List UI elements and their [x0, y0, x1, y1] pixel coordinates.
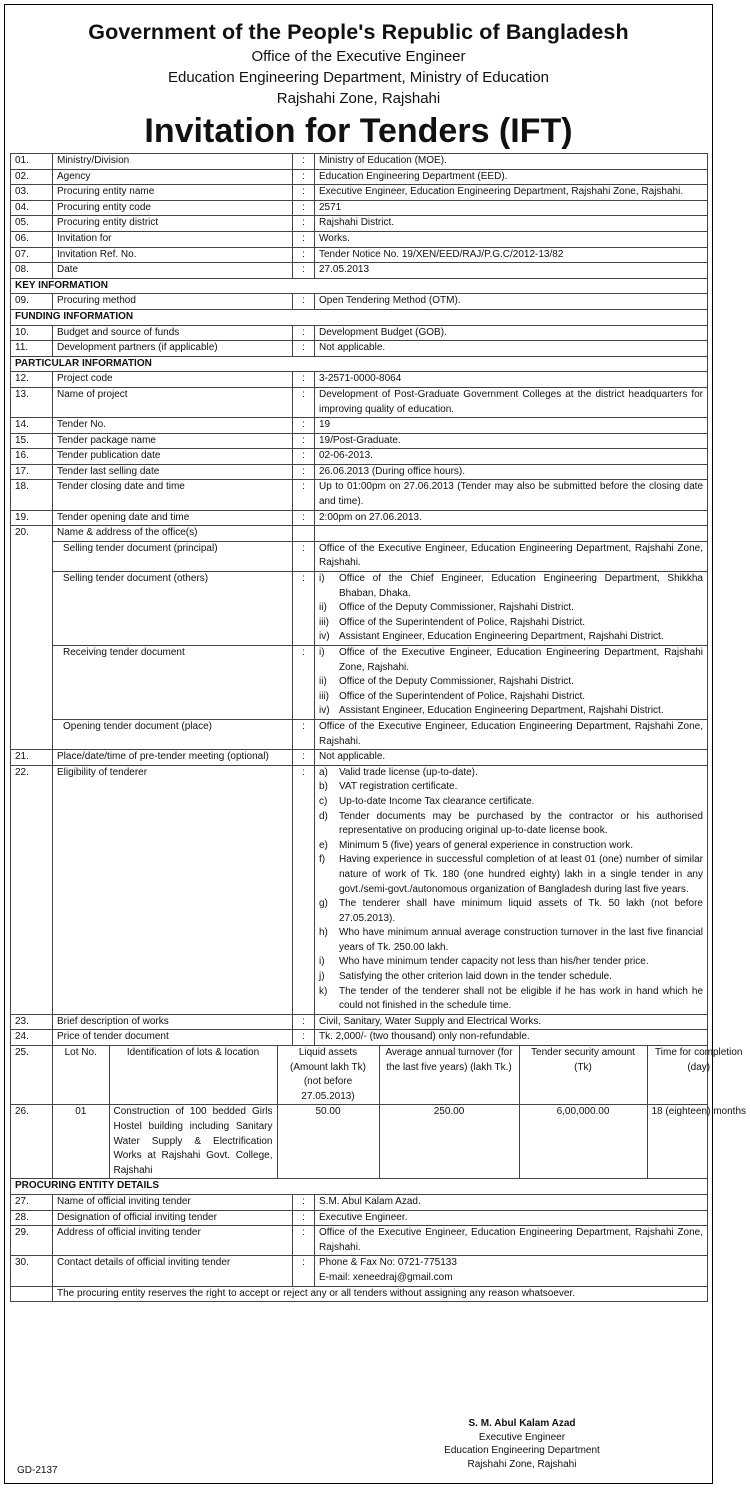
list-item-text: Office of the Superintendent of Police, Rajshahi District.	[339, 616, 586, 628]
list-item-key: i)	[319, 573, 325, 585]
list-item-key: h)	[319, 927, 328, 939]
row-value: 02-06-2013.	[315, 449, 708, 465]
list-item	[319, 795, 703, 810]
row-number: 01.	[11, 154, 53, 170]
row-value: 19/Post-Graduate.	[315, 433, 708, 449]
list-item	[319, 853, 703, 897]
list-item-text: The tender of the tenderer shall not be eligible if he has work in hand which he could not finished in the schedule time.	[339, 985, 703, 1012]
table-row	[11, 541, 708, 571]
lots-tr	[53, 1046, 750, 1104]
list-item	[319, 839, 703, 854]
list-item-text: Assistant Engineer, Education Engineering Department, Rajshahi District.	[339, 631, 664, 643]
table-row	[11, 464, 708, 480]
table-row	[11, 433, 708, 449]
row-colon: :	[293, 1226, 315, 1256]
list-item-text: Office of the Executive Engineer, Education Engineering Department, Rajshahi Zone, Rajshahi.	[339, 647, 703, 673]
table-row	[11, 1194, 708, 1210]
column-header: Identification of lots & location	[109, 1046, 277, 1104]
section-row	[11, 278, 708, 294]
row-value: Tk. 2,000/- (two thousand) only non-refundable.	[315, 1030, 708, 1046]
lots-header	[53, 1046, 750, 1104]
list-item-key: f)	[319, 854, 326, 866]
list-item	[319, 810, 703, 839]
list-item	[319, 704, 703, 719]
signature-block	[412, 1417, 632, 1471]
list-item-text: Satisfying the other criterion laid down in the tender schedule.	[339, 971, 612, 983]
list-item-text: Minimum 5 (five) years of general experience in construction work.	[339, 839, 634, 851]
row-label: Opening tender document (place)	[53, 719, 293, 749]
table-row	[11, 719, 708, 749]
list-item-key: c)	[319, 795, 328, 807]
row-value: S.M. Abul Kalam Azad.	[315, 1194, 708, 1210]
table-row	[11, 750, 708, 766]
row-colon: :	[293, 1014, 315, 1030]
row-number: 27.	[11, 1194, 53, 1210]
row-label: Receiving tender document	[53, 646, 293, 720]
row-number: 24.	[11, 1030, 53, 1046]
table-row	[11, 480, 708, 510]
row-colon: :	[293, 200, 315, 216]
row-value: Office of the Executive Engineer, Education Engineering Department, Rajshahi Zone, Rajshahi.	[315, 719, 708, 749]
table-row	[11, 200, 708, 216]
column-header: Time for completion (day)	[647, 1046, 750, 1104]
column-header: Lot No.	[64, 1047, 97, 1059]
list-item-key: b)	[319, 781, 328, 793]
list-item-text: Office of the Deputy Commissioner, Rajshahi District.	[339, 676, 574, 688]
list-item-key: iii)	[319, 616, 329, 628]
row-label: Selling tender document (principal)	[53, 541, 293, 571]
row-colon: :	[293, 216, 315, 232]
table-row	[11, 325, 708, 341]
row-value: 2:00pm on 27.06.2013.	[315, 510, 708, 526]
row-colon: :	[293, 719, 315, 749]
row-label: Contact details of official inviting tender	[53, 1256, 293, 1286]
table-row	[11, 1256, 708, 1286]
row-colon: :	[293, 765, 315, 1014]
row-number: 04.	[11, 200, 53, 216]
email: E-mail: xeneedraj@gmail.com	[319, 1271, 453, 1283]
table-cell: 50.00	[277, 1105, 379, 1178]
row-number: 17.	[11, 464, 53, 480]
table-row	[11, 231, 708, 247]
page-title: Invitation for Tenders (IFT)	[144, 112, 573, 150]
row-label: Tender last selling date	[53, 464, 293, 480]
row-label: Ministry/Division	[53, 154, 293, 170]
list-item-key: j)	[319, 971, 325, 983]
row-value	[315, 646, 708, 720]
table-row	[11, 1210, 708, 1226]
row-number: 28.	[11, 1210, 53, 1226]
row-label: Name of official inviting tender	[53, 1194, 293, 1210]
row-colon: :	[293, 325, 315, 341]
row-label: Agency	[53, 169, 293, 185]
government-title: Government of the People's Republic of Bangladesh	[88, 20, 629, 44]
table-row	[11, 169, 708, 185]
reservation-note: The procuring entity reserves the right to accept or reject any or all tenders without assigning any reason whatsoever.	[53, 1286, 708, 1302]
list-item-text: VAT registration certificate.	[339, 781, 458, 793]
row-value	[315, 765, 708, 1014]
office-line: Office of the Executive Engineer	[251, 48, 466, 65]
row-colon: :	[293, 263, 315, 279]
list-item	[319, 630, 703, 645]
row-label: Brief description of works	[53, 1014, 293, 1030]
table-row	[11, 646, 708, 720]
row-number	[11, 1286, 53, 1302]
table-row	[11, 1030, 708, 1046]
list-item-key: k)	[319, 985, 328, 997]
ift-table	[10, 153, 747, 1302]
row-value: Office of the Executive Engineer, Education Engineering Department, Rajshahi Zone, Rajshahi.	[315, 1226, 708, 1256]
row-label: Procuring entity district	[53, 216, 293, 232]
tender-notice	[4, 4, 747, 1484]
row-colon: :	[293, 480, 315, 510]
row-number: 03.	[11, 185, 53, 201]
row-label: Designation of official inviting tender	[53, 1210, 293, 1226]
row-value: Executive Engineer.	[315, 1210, 708, 1226]
section-heading: PARTICULAR INFORMATION	[11, 356, 708, 372]
row-number: 09.	[11, 294, 53, 310]
table-row	[11, 765, 708, 1014]
row-value: Civil, Sanitary, Water Supply and Electrical Works.	[315, 1014, 708, 1030]
row-value: Works.	[315, 231, 708, 247]
row-label: Tender closing date and time	[53, 480, 293, 510]
table-row	[11, 247, 708, 263]
row-value: 26.06.2013 (During office hours).	[315, 464, 708, 480]
row-value: 2571	[315, 200, 708, 216]
row-number: 07.	[11, 247, 53, 263]
list-item	[319, 766, 703, 781]
lots-cell	[53, 1046, 743, 1105]
row-number: 14.	[11, 418, 53, 434]
table-row	[11, 1014, 708, 1030]
row-number: 15.	[11, 433, 53, 449]
list-item-key: a)	[319, 766, 328, 778]
row-value: Ministry of Education (MOE).	[315, 154, 708, 170]
row-label: Budget and source of funds	[53, 325, 293, 341]
row-number: 25.	[11, 1046, 53, 1105]
row-colon: :	[293, 1030, 315, 1046]
department-line: Education Engineering Department, Ministry of Education	[167, 69, 550, 86]
lots-row	[53, 1105, 750, 1178]
list-item-text: Office of the Chief Engineer, Education Engineering Department, Shikkha Bhaban, Dhaka.	[339, 573, 703, 599]
row-number: 21.	[11, 750, 53, 766]
row-value: 27.05.2013	[315, 263, 708, 279]
list-item	[319, 646, 703, 675]
row-number: 16.	[11, 449, 53, 465]
list-item	[319, 955, 703, 970]
table-row	[11, 294, 708, 310]
column-header: Tender security amount (Tk)	[519, 1046, 647, 1104]
row-number	[11, 719, 53, 749]
table-cell: 250.00	[379, 1105, 519, 1178]
row-label: Date	[53, 263, 293, 279]
row-value: Development Budget (GOB).	[315, 325, 708, 341]
list-item	[319, 780, 703, 795]
row-number	[11, 541, 53, 571]
row-colon: :	[293, 247, 315, 263]
row-colon: :	[293, 433, 315, 449]
row-number: 23.	[11, 1014, 53, 1030]
row-value: Up to 01:00pm on 27.06.2013 (Tender may also be submitted before the closing date and time).	[315, 480, 708, 510]
row-value: Education Engineering Department (EED).	[315, 169, 708, 185]
table-row	[11, 1226, 708, 1256]
row-label: Tender opening date and time	[53, 510, 293, 526]
row-number: 22.	[11, 765, 53, 1014]
lots-cell	[53, 1105, 747, 1179]
section-heading: FUNDING INFORMATION	[11, 309, 708, 325]
list-item	[319, 970, 703, 985]
gd-number: GD-2137	[17, 1465, 58, 1476]
row-colon: :	[293, 1194, 315, 1210]
row-value: Rajshahi District.	[315, 216, 708, 232]
row-label: Price of tender document	[53, 1030, 293, 1046]
row-number: 13.	[11, 387, 53, 417]
row-number: 20.	[11, 526, 53, 542]
list-item-text: Office of the Superintendent of Police, Rajshahi District.	[339, 690, 586, 702]
row-number: 10.	[11, 325, 53, 341]
table-row	[11, 510, 708, 526]
signatory-zone: Rajshahi Zone, Rajshahi	[467, 1458, 577, 1470]
row-value: Office of the Executive Engineer, Education Engineering Department, Rajshahi Zone, Rajshahi.	[315, 541, 708, 571]
list-item-text: Tender documents may be purchased by the contractor or his authorised representative on producing original up-to-date license book.	[339, 810, 703, 837]
table-cell: 18 (eighteen) months	[647, 1105, 750, 1178]
row-value: Development of Post-Graduate Government Colleges at the district headquarters for improving quality of education.	[315, 387, 708, 417]
zone-line: Rajshahi Zone, Rajshahi	[276, 90, 441, 107]
list-item	[319, 675, 703, 690]
row-label: Invitation for	[53, 231, 293, 247]
row-colon: :	[293, 572, 315, 646]
row-label: Procuring method	[53, 294, 293, 310]
row-number: 19.	[11, 510, 53, 526]
row-label: Place/date/time of pre-tender meeting (optional)	[53, 750, 293, 766]
table-row	[11, 572, 708, 646]
row-colon: :	[293, 1256, 315, 1286]
list-item-key: i)	[319, 647, 325, 658]
list-item-text: Up-to-date Income Tax clearance certificate.	[339, 795, 535, 807]
list-item-key: g)	[319, 898, 328, 910]
table-row	[11, 185, 708, 201]
list-item-key: d)	[319, 810, 328, 822]
table-row	[11, 1046, 708, 1105]
table-cell: 6,00,000.00	[519, 1105, 647, 1178]
row-value: Open Tendering Method (OTM).	[315, 294, 708, 310]
row-colon: :	[293, 646, 315, 720]
row-label: Invitation Ref. No.	[53, 247, 293, 263]
list-item-text: Assistant Engineer, Education Engineering Department, Rajshahi District.	[339, 705, 664, 717]
lots-tr	[53, 1105, 750, 1178]
signatory-designation: Executive Engineer	[478, 1431, 566, 1443]
row-label: Procuring entity name	[53, 185, 293, 201]
row-number: 05.	[11, 216, 53, 232]
table-cell: Construction of 100 bedded Girls Hostel building including Sanitary Water Supply & Electrification Works at Rajshahi Govt. College, Rajshahi	[109, 1105, 277, 1178]
list-item-key: iv)	[319, 631, 330, 643]
row-colon: :	[293, 750, 315, 766]
row-number: 11.	[11, 341, 53, 357]
list-item-text: Valid trade license (up-to-date).	[339, 766, 478, 778]
row-colon: :	[293, 341, 315, 357]
list-item-key: ii)	[319, 676, 327, 688]
table-row	[11, 418, 708, 434]
notice-header	[5, 5, 712, 153]
table-row	[11, 263, 708, 279]
table-cell: 01	[75, 1106, 87, 1118]
row-label: Project code	[53, 372, 293, 388]
row-colon: :	[293, 1210, 315, 1226]
row-number: 26.	[11, 1105, 53, 1179]
item-list	[319, 766, 703, 1014]
row-value: Not applicable.	[315, 750, 708, 766]
list-item-key: ii)	[319, 602, 327, 614]
row-colon: :	[293, 510, 315, 526]
signatory-name: S. M. Abul Kalam Azad	[468, 1418, 576, 1429]
section-row	[11, 1179, 708, 1195]
row-number: 02.	[11, 169, 53, 185]
list-item-text: Having experience in successful completion of at least 01 (one) number of similar nature of work of Tk. 180 (one hundred eighty) lakh in a single tender in any govt./semi-govt./autonomous organization of Bangladesh during last five years.	[339, 854, 703, 895]
list-item	[319, 616, 703, 631]
column-header: Average annual turnover (for the last five years) (lakh Tk.)	[379, 1046, 519, 1104]
list-item-text: The tenderer shall have minimum liquid assets of Tk. 50 lakh (not before 27.05.2013).	[339, 898, 703, 924]
section-row	[11, 309, 708, 325]
row-label: Procuring entity code	[53, 200, 293, 216]
list-item-key: i)	[319, 956, 325, 968]
list-item-text: Who have minimum annual average construction turnover in the last five financial years of Tk. 250.00 lakh.	[339, 927, 703, 953]
row-number: 08.	[11, 263, 53, 279]
table-row	[11, 526, 708, 542]
row-value	[315, 1256, 708, 1286]
row-colon: :	[293, 387, 315, 417]
row-number: 12.	[11, 372, 53, 388]
table-row	[11, 1286, 708, 1302]
list-item	[319, 985, 703, 1014]
row-number: 06.	[11, 231, 53, 247]
row-colon: :	[293, 231, 315, 247]
row-colon: :	[293, 418, 315, 434]
row-colon: :	[293, 294, 315, 310]
list-item	[319, 601, 703, 616]
row-colon: :	[293, 541, 315, 571]
row-value: Executive Engineer, Education Engineering Department, Rajshahi Zone, Rajshahi.	[315, 185, 708, 201]
list-item-text: Who have minimum tender capacity not less than his/her tender price.	[339, 956, 649, 968]
row-label: Address of official inviting tender	[53, 1226, 293, 1256]
table-row	[11, 154, 708, 170]
row-colon: :	[293, 464, 315, 480]
row-colon: :	[293, 185, 315, 201]
row-label: Eligibility of tenderer	[53, 765, 293, 1014]
section-row	[11, 356, 708, 372]
list-item-key: iii)	[319, 690, 329, 702]
section-heading: PROCURING ENTITY DETAILS	[11, 1179, 708, 1195]
signatory-department: Education Engineering Department	[444, 1445, 600, 1456]
row-label: Tender publication date	[53, 449, 293, 465]
row-colon: :	[293, 449, 315, 465]
table-row	[11, 216, 708, 232]
row-value: Tender Notice No. 19/XEN/EED/RAJ/P.G.C/2012-13/82	[315, 247, 708, 263]
table-row	[11, 387, 708, 417]
list-item-key: iv)	[319, 705, 330, 717]
list-item	[319, 572, 703, 601]
table-row	[11, 1105, 708, 1179]
row-value: 19	[315, 418, 708, 434]
row-number	[11, 572, 53, 646]
row-label: Tender package name	[53, 433, 293, 449]
row-label: Name & address of the office(s)	[53, 526, 293, 542]
row-value: Not applicable.	[315, 341, 708, 357]
row-colon: :	[293, 154, 315, 170]
row-number: 29.	[11, 1226, 53, 1256]
phone-fax: Phone & Fax No: 0721-775133	[319, 1257, 457, 1269]
row-number: 30.	[11, 1256, 53, 1286]
row-colon: :	[293, 372, 315, 388]
item-list	[319, 572, 703, 645]
row-number	[11, 646, 53, 720]
list-item	[319, 690, 703, 705]
row-label: Development partners (if applicable)	[53, 341, 293, 357]
list-item-key: e)	[319, 839, 328, 851]
row-label: Tender No.	[53, 418, 293, 434]
list-item-text: Office of the Deputy Commissioner, Rajshahi District.	[339, 602, 574, 614]
column-header: Liquid assets (Amount lakh Tk) (not before 27.05.2013)	[277, 1046, 379, 1104]
section-heading: KEY INFORMATION	[11, 278, 708, 294]
row-value	[315, 526, 708, 542]
row-label: Name of project	[53, 387, 293, 417]
item-list	[319, 646, 703, 719]
row-colon: :	[293, 169, 315, 185]
row-value: 3-2571-0000-8064	[315, 372, 708, 388]
table-row	[11, 449, 708, 465]
row-number: 18.	[11, 480, 53, 510]
row-value	[315, 572, 708, 646]
table-row	[11, 372, 708, 388]
list-item	[319, 897, 703, 926]
row-label: Selling tender document (others)	[53, 572, 293, 646]
row-colon	[293, 526, 315, 542]
table-row	[11, 341, 708, 357]
list-item	[319, 926, 703, 955]
